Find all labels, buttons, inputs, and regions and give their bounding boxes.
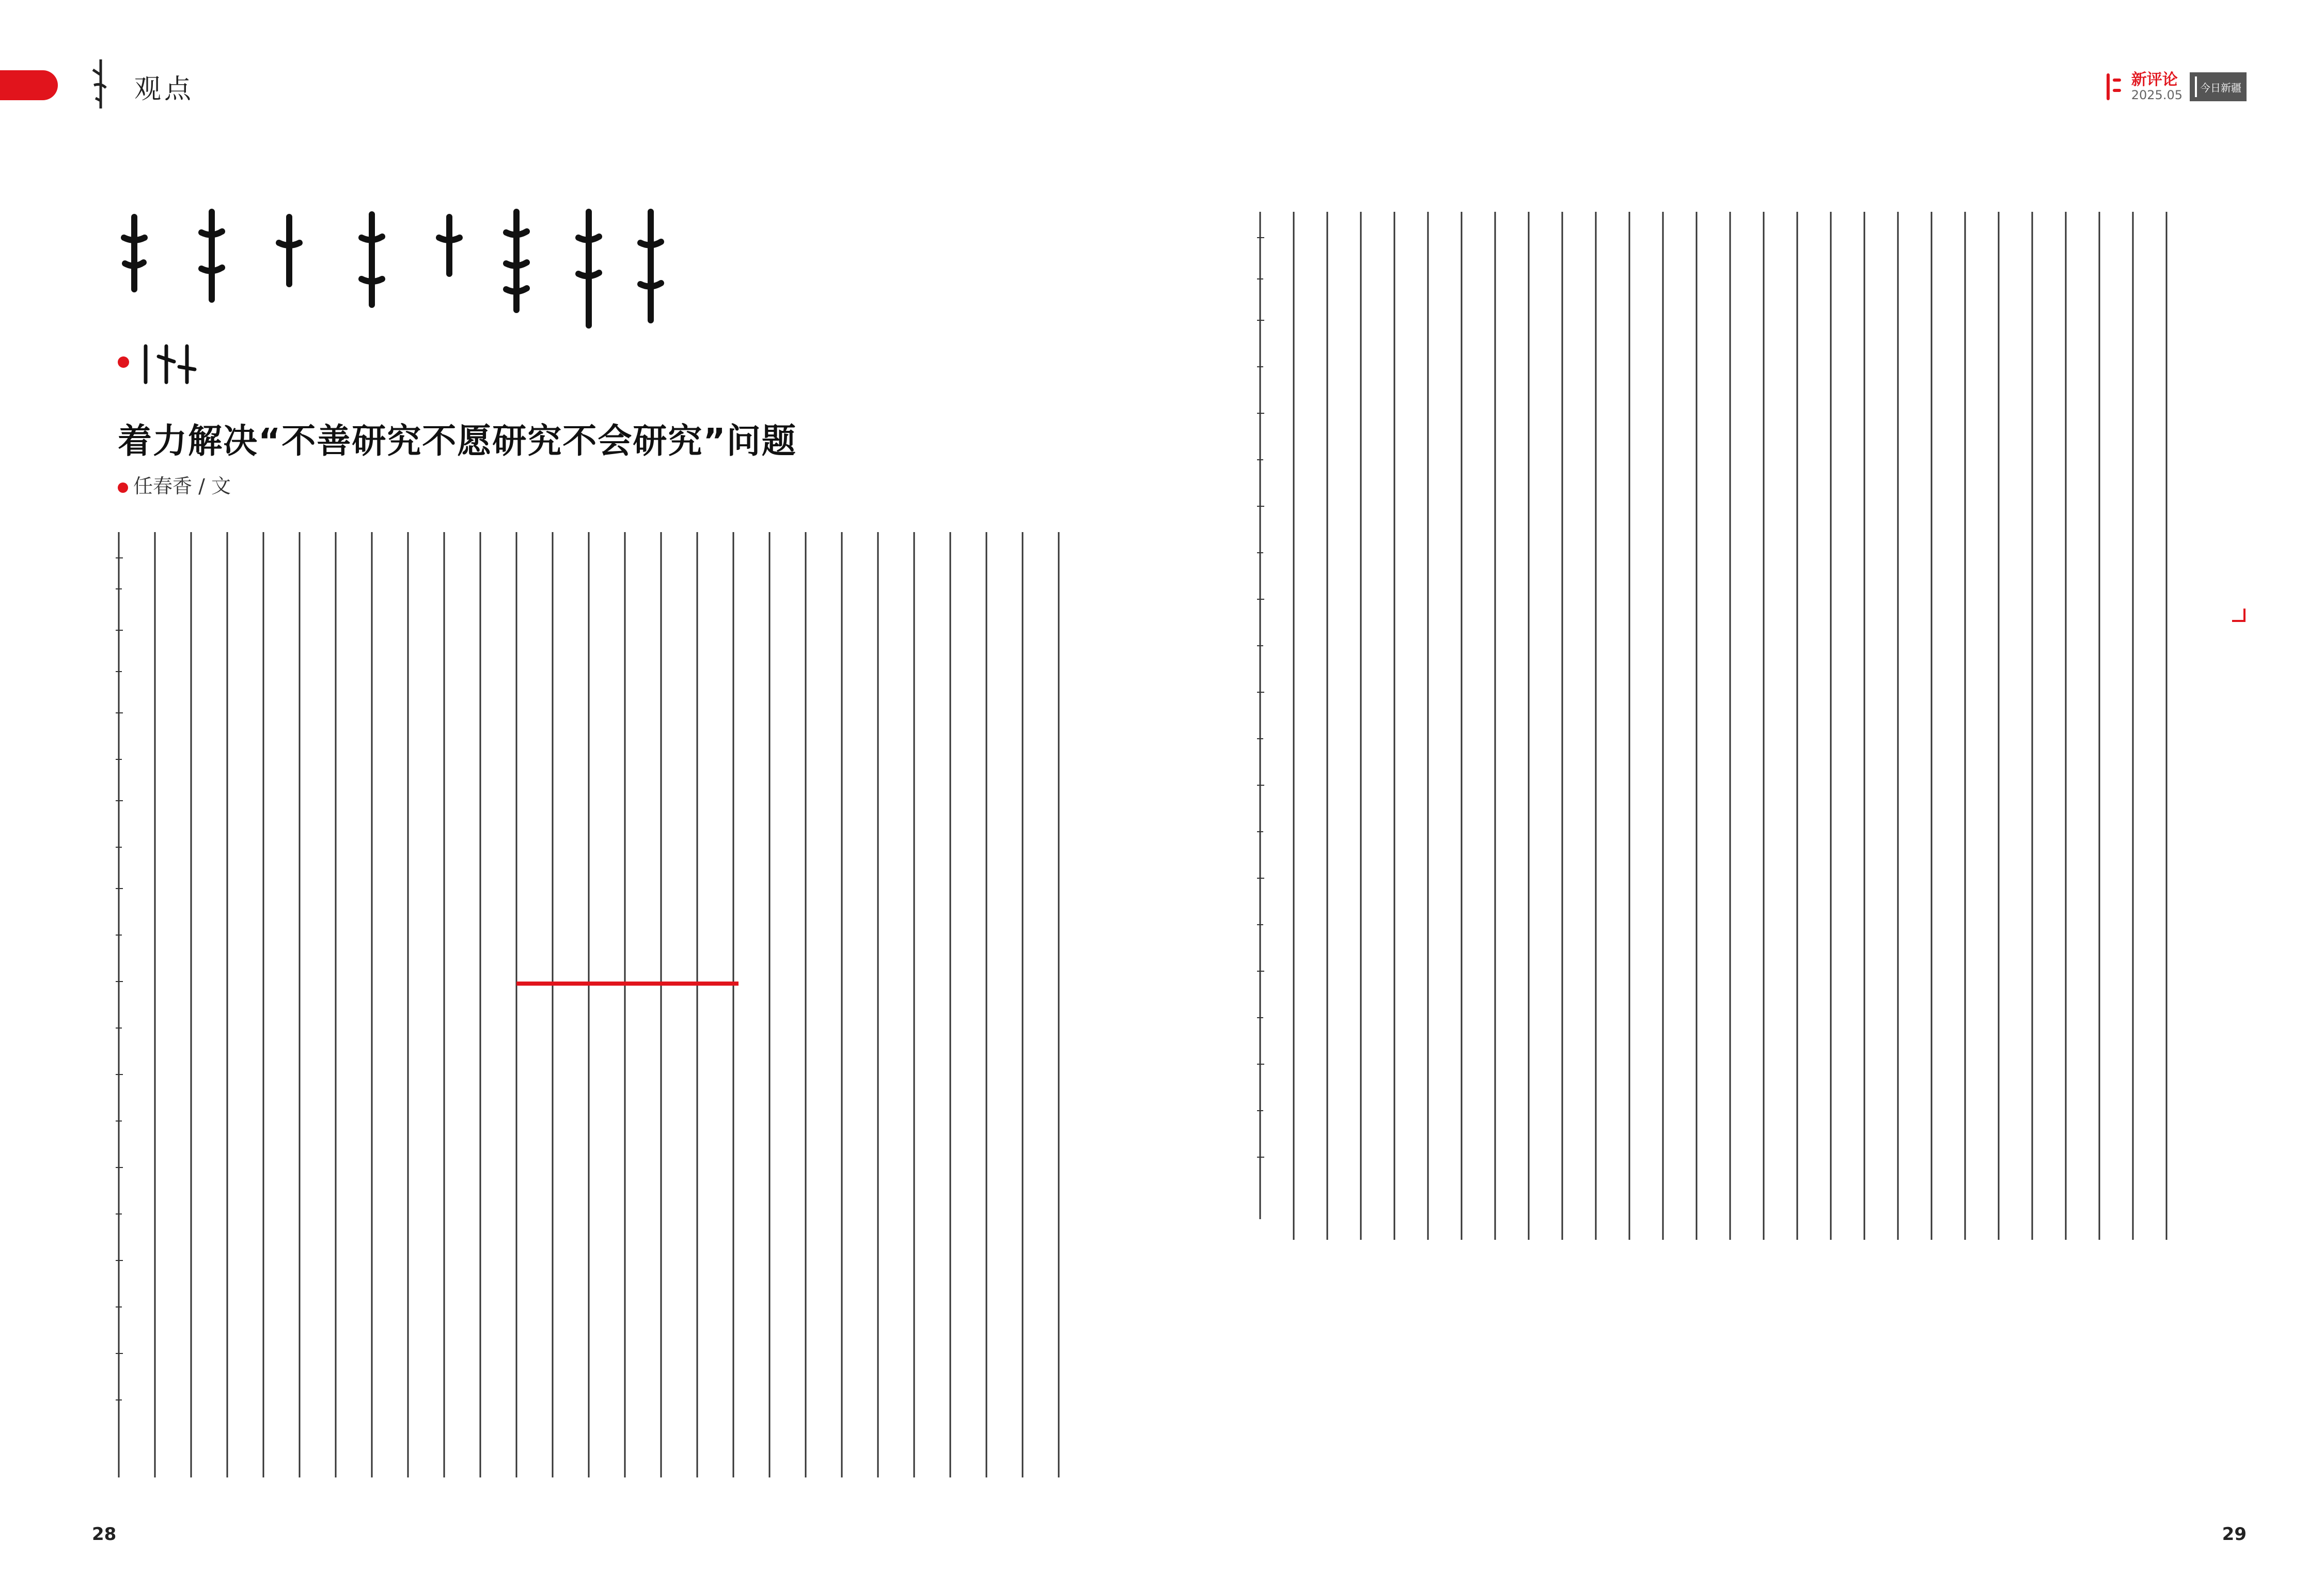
brand-logo-icon xyxy=(2101,71,2124,102)
brand-date: 2025.05 xyxy=(2131,88,2182,103)
article-headline: 着力解决“不善研究不愿研究不会研究”问题 xyxy=(118,421,797,461)
page-number-right: 29 xyxy=(2222,1524,2247,1545)
section-label: 观点 xyxy=(134,74,195,105)
byline-text: 任春香 / 文 xyxy=(133,475,231,497)
section-tab xyxy=(0,70,58,100)
magazine-header xyxy=(2101,66,2247,107)
page-number-left: 28 xyxy=(92,1524,117,1545)
brand-badge-text: 今日新疆 xyxy=(2200,81,2241,94)
byline xyxy=(118,470,231,499)
brand-badge xyxy=(2190,72,2247,101)
badge-bar xyxy=(2195,76,2197,97)
mongolian-tag xyxy=(135,341,218,387)
brand-title: 新评论 xyxy=(2131,71,2178,89)
right-page xyxy=(1162,0,2324,1588)
brand-title-block xyxy=(2131,71,2182,102)
section-end-mark xyxy=(2232,609,2246,622)
right-body-text xyxy=(1250,196,2210,1498)
mongolian-section-icon xyxy=(88,57,114,114)
mongolian-headline xyxy=(114,207,677,341)
pull-quote-box xyxy=(516,759,739,986)
tag-dot xyxy=(118,356,129,368)
byline-dot xyxy=(118,482,128,493)
left-body-text xyxy=(103,517,1110,1498)
